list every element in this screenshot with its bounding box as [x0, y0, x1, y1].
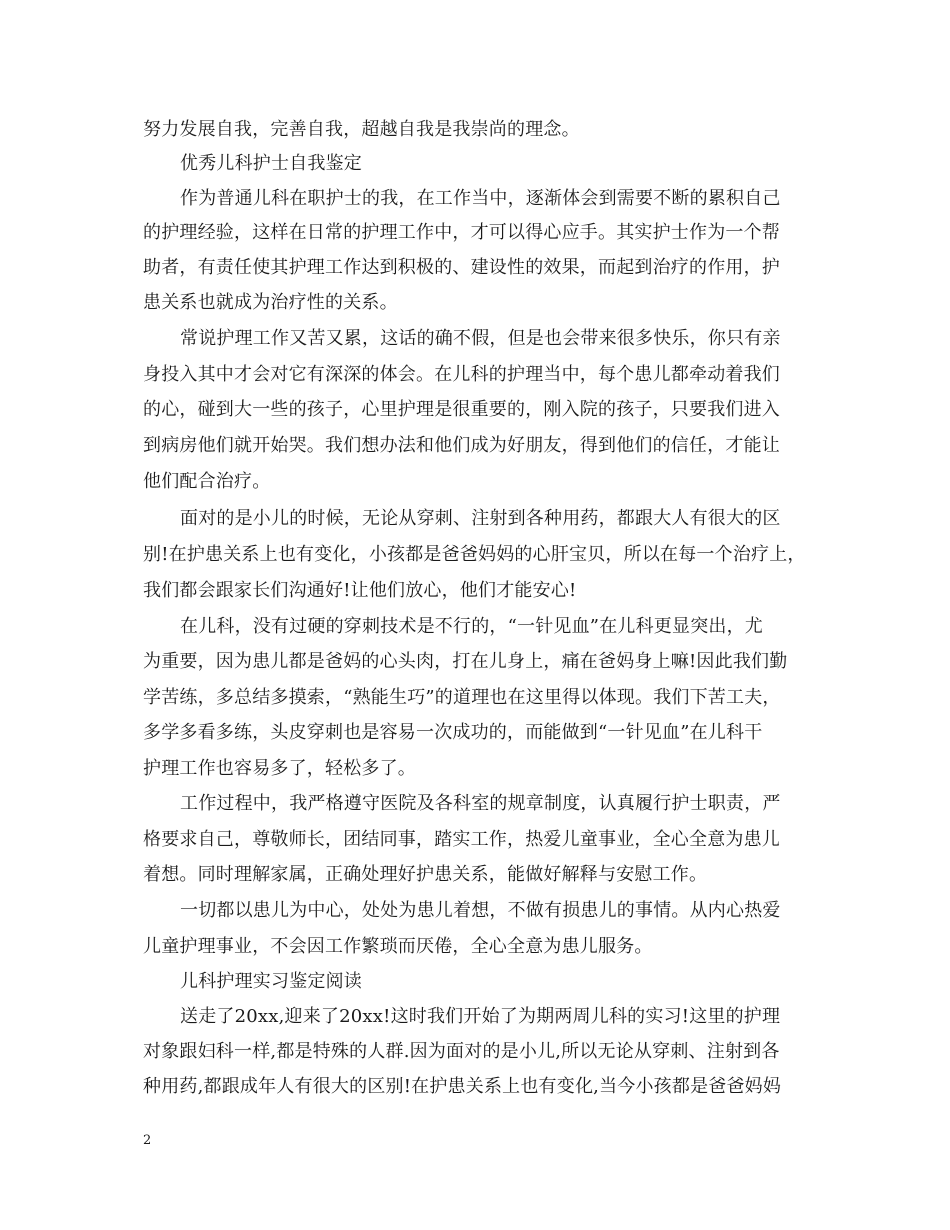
- section-heading: 儿科护理实习鉴定阅读: [180, 971, 362, 992]
- text-line: 在儿科，没有过硬的穿刺技术是不行的，“一针见血”在儿科更显突出，尤: [180, 616, 764, 637]
- text-line: 的护理经验，这样在日常的护理工作中，才可以得心应手。其实护士作为一个帮: [143, 222, 780, 243]
- text-line: 一切都以患儿为中心，处处为患儿着想，不做有损患儿的事情。从内心热爱: [180, 900, 781, 921]
- text-line: 面对的是小儿的时候，无论从穿刺、注射到各种用药，都跟大人有很大的区: [180, 508, 781, 529]
- text-line: 我们都会跟家长们沟通好!让他们放心，他们才能安心!: [143, 580, 577, 601]
- text-line: 护理工作也容易多了，轻松多了。: [143, 758, 416, 779]
- text-line: 努力发展自我，完善自我，超越自我是我崇尚的理念。: [143, 119, 580, 140]
- text-line: 为重要，因为患儿都是爸妈的心头肉，打在儿身上，痛在爸妈身上嘛!因此我们勤: [143, 651, 788, 672]
- text-line: 学苦练，多总结多摸索，“熟能生巧”的道理也在这里得以体现。我们下苦工夫，: [143, 687, 781, 708]
- text-line: 助者，有责任使其护理工作达到积极的、建设性的效果，而起到治疗的作用，护: [143, 257, 780, 278]
- text-line: 种用药,都跟成年人有很大的区别!在护患关系上也有变化,当今小孩都是爸爸妈妈: [143, 1076, 782, 1097]
- text-line: 身投入其中才会对它有深深的体会。在儿科的护理当中，每个患儿都牵动着我们: [143, 364, 780, 385]
- text-line: 他们配合治疗。: [143, 471, 271, 492]
- text-line: 对象跟妇科一样,都是特殊的人群.因为面对的是小儿,所以无论从穿刺、注射到各: [143, 1041, 780, 1062]
- page-number: 2: [143, 1133, 152, 1148]
- text-line: 别!在护患关系上也有变化，小孩都是爸爸妈妈的心肝宝贝，所以在每一个治疗上，: [143, 544, 806, 565]
- text-line: 着想。同时理解家属，正确处理好护患关系，能做好解释与安慰工作。: [143, 864, 708, 885]
- text-line: 格要求自己，尊敬师长，团结同事，踏实工作，热爱儿童事业，全心全意为患儿: [143, 829, 780, 850]
- text-line: 到病房他们就开始哭。我们想办法和他们成为好朋友，得到他们的信任，才能让: [143, 435, 780, 456]
- text-line: 儿童护理事业，不会因工作繁琐而厌倦，全心全意为患儿服务。: [143, 936, 653, 957]
- text-line: 作为普通儿科在职护士的我，在工作当中，逐渐体会到需要不断的累积自己: [180, 188, 781, 209]
- text-line: 常说护理工作又苦又累，这话的确不假，但是也会带来很多快乐，你只有亲: [180, 328, 781, 349]
- text-line: 送走了20xx,迎来了20xx!这时我们开始了为期两周儿科的实习!这里的护理: [180, 1006, 781, 1027]
- text-line: 的心，碰到大一些的孩子，心里护理是很重要的，刚入院的孩子，只要我们进入: [143, 399, 780, 420]
- section-heading: 优秀儿科护士自我鉴定: [180, 153, 362, 174]
- text-line: 工作过程中，我严格遵守医院及各科室的规章制度，认真履行护士职责，严: [180, 793, 781, 814]
- text-line: 患关系也就成为治疗性的关系。: [143, 292, 398, 313]
- text-line: 多学多看多练，头皮穿刺也是容易一次成功的，而能做到“一针见血”在儿科干: [143, 722, 763, 743]
